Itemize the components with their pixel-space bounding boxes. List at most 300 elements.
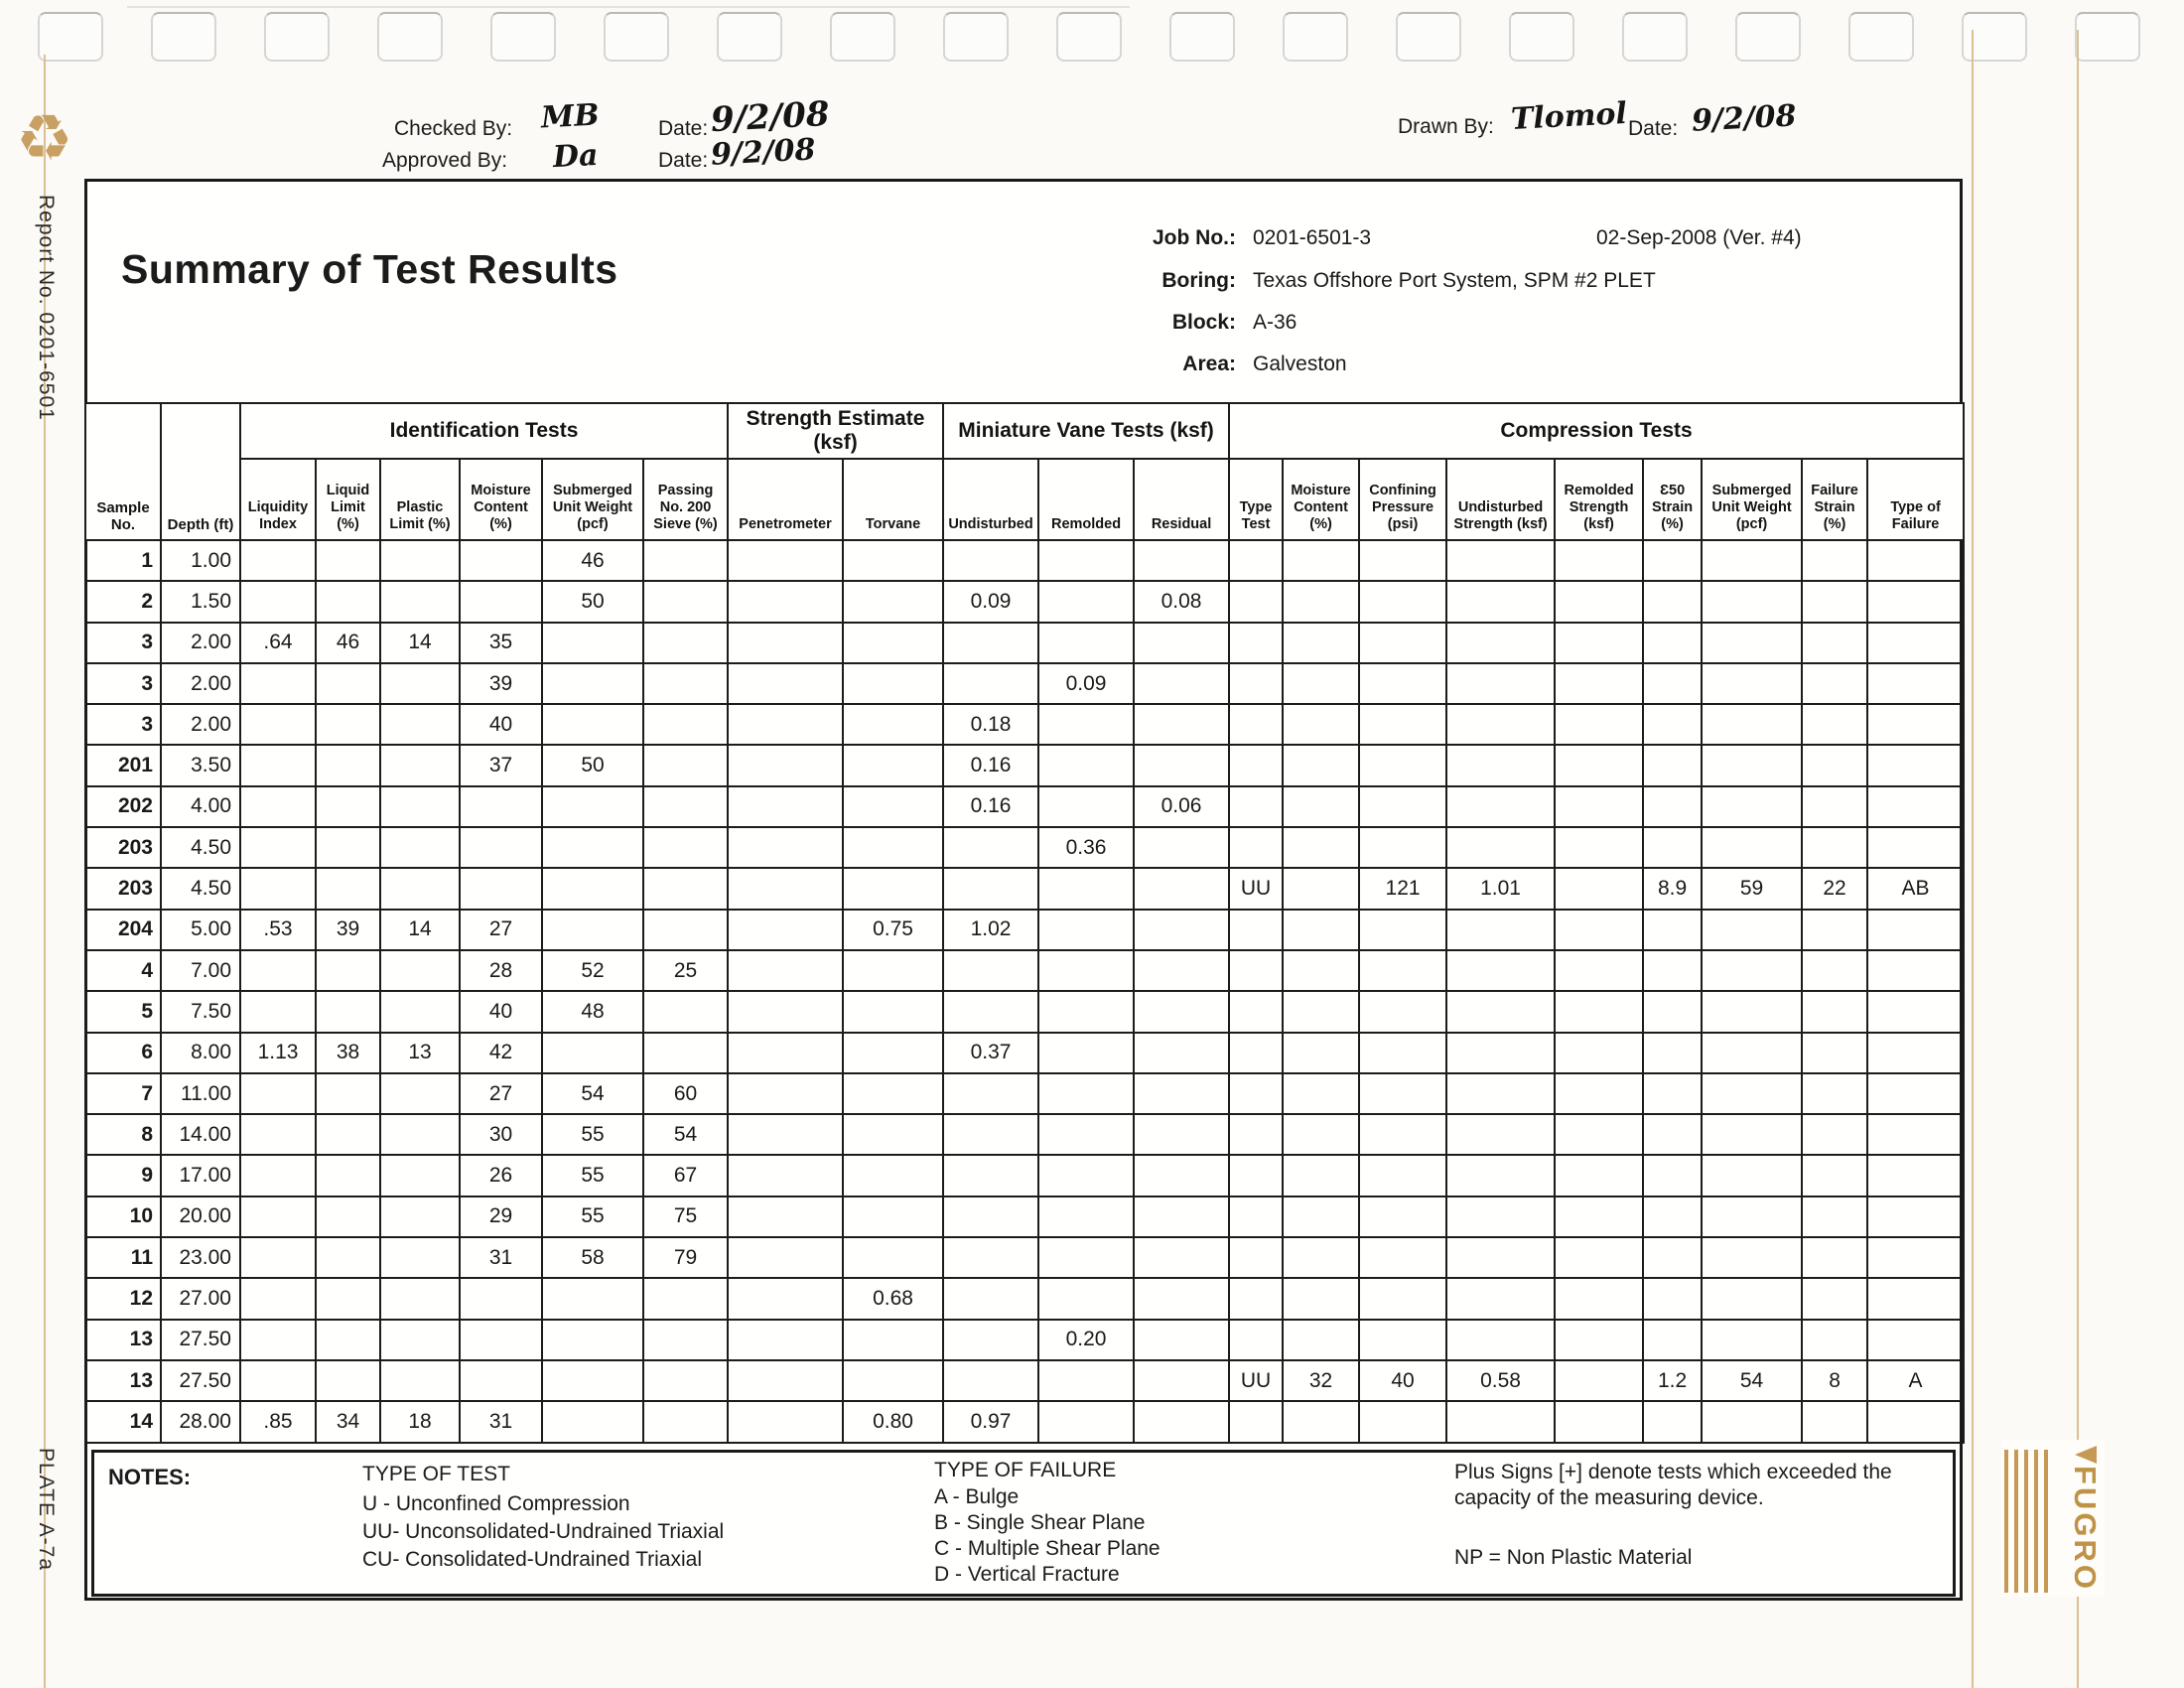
- cell-li: [240, 1278, 316, 1319]
- cell-pen: [728, 1278, 843, 1319]
- cell-crem: [1555, 868, 1643, 909]
- cell-mc: 35: [460, 623, 542, 663]
- cell-ce50: [1643, 910, 1702, 950]
- cell-sample: 6: [85, 1033, 161, 1073]
- cell-vund: 0.09: [943, 581, 1038, 622]
- cell-ce50: [1643, 991, 1702, 1032]
- cell-ll: [316, 991, 380, 1032]
- perforation-hole: [264, 12, 330, 62]
- cell-vrem: 0.36: [1038, 827, 1134, 868]
- cell-depth: 7.00: [161, 950, 240, 991]
- cell-cund: [1446, 991, 1555, 1032]
- cell-csuw: 54: [1702, 1360, 1802, 1401]
- cell-li: [240, 540, 316, 581]
- cell-vrem: [1038, 910, 1134, 950]
- cell-ctype: [1229, 1320, 1283, 1360]
- cell-pl: [380, 991, 460, 1032]
- cell-ctype: [1229, 1033, 1283, 1073]
- cell-ll: [316, 1360, 380, 1401]
- table-row: [85, 1155, 1964, 1196]
- cell-cconf: [1359, 704, 1446, 745]
- cell-ctype: [1229, 1196, 1283, 1237]
- cell-ce50: [1643, 540, 1702, 581]
- cell-cfail: [1867, 786, 1964, 827]
- approved-date-value: 9/2/08: [710, 132, 817, 173]
- col-header-comp-submerged-unit-weight: Submerged Unit Weight (pcf): [1702, 459, 1802, 540]
- cell-p200: 67: [643, 1155, 728, 1196]
- cell-suw: [542, 910, 643, 950]
- cell-cconf: [1359, 910, 1446, 950]
- cell-pen: [728, 1360, 843, 1401]
- plus-note-line1: Plus Signs [+] denote tests which exceeded the: [1454, 1461, 1892, 1483]
- type-of-test-item: CU- Consolidated-Undrained Triaxial: [362, 1548, 702, 1571]
- perforation-hole: [1509, 12, 1574, 62]
- cell-li: [240, 786, 316, 827]
- cell-ce50: [1643, 1155, 1702, 1196]
- cell-cfail: A: [1867, 1360, 1964, 1401]
- fugro-logo-arrow-icon: [2075, 1446, 2097, 1464]
- cell-ce50: 8.9: [1643, 868, 1702, 909]
- cell-cfs: 22: [1802, 868, 1867, 909]
- cell-vres: [1134, 1073, 1229, 1114]
- cell-cmc: [1283, 1073, 1359, 1114]
- cell-cmc: [1283, 1401, 1359, 1442]
- cell-mc: 27: [460, 910, 542, 950]
- cell-sample: 3: [85, 623, 161, 663]
- cell-cfs: [1802, 950, 1867, 991]
- cell-depth: 2.00: [161, 704, 240, 745]
- cell-vrem: [1038, 704, 1134, 745]
- cell-crem: [1555, 704, 1643, 745]
- cell-mc: 42: [460, 1033, 542, 1073]
- cell-ll: [316, 950, 380, 991]
- table-row: [85, 1320, 1964, 1360]
- cell-mc: 30: [460, 1114, 542, 1155]
- cell-cfail: [1867, 1196, 1964, 1237]
- cell-depth: 3.50: [161, 745, 240, 785]
- cell-cund: [1446, 623, 1555, 663]
- cell-cmc: [1283, 1033, 1359, 1073]
- table-row: [85, 1033, 1964, 1073]
- cell-pen: [728, 1320, 843, 1360]
- cell-cfail: [1867, 1237, 1964, 1278]
- cell-pl: [380, 704, 460, 745]
- cell-crem: [1555, 1073, 1643, 1114]
- cell-cund: [1446, 581, 1555, 622]
- type-of-failure-item: A - Bulge: [934, 1485, 1020, 1508]
- cell-suw: [542, 663, 643, 704]
- cell-pl: [380, 663, 460, 704]
- cell-sample: 13: [85, 1360, 161, 1401]
- cell-pen: [728, 1033, 843, 1073]
- cell-cmc: [1283, 704, 1359, 745]
- cell-crem: [1555, 623, 1643, 663]
- cell-ll: [316, 581, 380, 622]
- cell-mc: [460, 581, 542, 622]
- cell-suw: [542, 868, 643, 909]
- cell-pl: [380, 786, 460, 827]
- report-number-side-label: Report No. 0201-6501: [35, 195, 58, 421]
- cell-pl: [380, 1073, 460, 1114]
- cell-vrem: [1038, 1155, 1134, 1196]
- cell-vund: [943, 1155, 1038, 1196]
- cell-li: .85: [240, 1401, 316, 1442]
- cell-suw: [542, 1401, 643, 1442]
- cell-cund: [1446, 663, 1555, 704]
- cell-cfs: [1802, 1196, 1867, 1237]
- cell-cmc: [1283, 1320, 1359, 1360]
- cell-ll: 38: [316, 1033, 380, 1073]
- drawn-date-value: 9/2/08: [1691, 98, 1798, 139]
- cell-cmc: [1283, 623, 1359, 663]
- col-header-vane-undisturbed: Undisturbed: [943, 459, 1038, 540]
- col-header-moisture-content: Moisture Content (%): [460, 459, 542, 540]
- cell-pen: [728, 1196, 843, 1237]
- cell-sample: 4: [85, 950, 161, 991]
- cell-pl: [380, 950, 460, 991]
- cell-vres: [1134, 1155, 1229, 1196]
- cell-suw: 52: [542, 950, 643, 991]
- cell-vrem: [1038, 1196, 1134, 1237]
- col-header-liquid-limit: Liquid Limit (%): [316, 459, 380, 540]
- cell-tor: [843, 1237, 943, 1278]
- cell-mc: 27: [460, 1073, 542, 1114]
- cell-ctype: [1229, 1401, 1283, 1442]
- fugro-logo-stripes: [2004, 1450, 2054, 1593]
- cell-cconf: [1359, 1155, 1446, 1196]
- col-header-penetrometer: Penetrometer: [728, 459, 843, 540]
- drawn-date-label: Date:: [1628, 117, 1679, 140]
- notes-box: [91, 1450, 1956, 1597]
- cell-tor: [843, 540, 943, 581]
- cell-mc: [460, 1320, 542, 1360]
- cell-vund: [943, 1278, 1038, 1319]
- cell-csuw: [1702, 991, 1802, 1032]
- cell-cfail: [1867, 581, 1964, 622]
- cell-ctype: UU: [1229, 1360, 1283, 1401]
- cell-cfail: [1867, 540, 1964, 581]
- cell-cmc: [1283, 1196, 1359, 1237]
- cell-depth: 27.00: [161, 1278, 240, 1319]
- cell-suw: [542, 623, 643, 663]
- cell-ctype: [1229, 827, 1283, 868]
- fugro-logo-text: FUGRO: [2068, 1466, 2103, 1592]
- cell-crem: [1555, 827, 1643, 868]
- cell-cfs: [1802, 745, 1867, 785]
- cell-csuw: [1702, 581, 1802, 622]
- cell-csuw: [1702, 786, 1802, 827]
- cell-pl: 18: [380, 1401, 460, 1442]
- cell-cund: [1446, 1033, 1555, 1073]
- cell-ll: [316, 704, 380, 745]
- table-row: [85, 745, 1964, 785]
- type-of-failure-item: C - Multiple Shear Plane: [934, 1537, 1160, 1560]
- cell-p200: [643, 663, 728, 704]
- cell-pen: [728, 786, 843, 827]
- cell-sample: 7: [85, 1073, 161, 1114]
- cell-ctype: [1229, 1114, 1283, 1155]
- cell-depth: 2.00: [161, 623, 240, 663]
- cell-p200: 79: [643, 1237, 728, 1278]
- cell-cmc: [1283, 540, 1359, 581]
- cell-sample: 201: [85, 745, 161, 785]
- cell-suw: 55: [542, 1114, 643, 1155]
- cell-mc: 40: [460, 991, 542, 1032]
- cell-suw: [542, 827, 643, 868]
- cell-p200: [643, 910, 728, 950]
- perforation-hole: [1735, 12, 1801, 62]
- boring-value: Texas Offshore Port System, SPM #2 PLET: [1253, 269, 1656, 292]
- plate-side-label: PLATE A-7a: [35, 1448, 58, 1572]
- cell-cconf: 121: [1359, 868, 1446, 909]
- cell-vres: [1134, 1196, 1229, 1237]
- cell-cund: [1446, 1320, 1555, 1360]
- cell-cmc: [1283, 991, 1359, 1032]
- cell-pen: [728, 1155, 843, 1196]
- cell-pen: [728, 950, 843, 991]
- cell-depth: 28.00: [161, 1401, 240, 1442]
- cell-ll: [316, 1114, 380, 1155]
- cell-sample: 204: [85, 910, 161, 950]
- cell-p200: [643, 1320, 728, 1360]
- cell-tor: [843, 1114, 943, 1155]
- group-header-identification-tests: Identification Tests: [240, 403, 728, 459]
- cell-pl: [380, 540, 460, 581]
- cell-li: [240, 868, 316, 909]
- np-note: NP = Non Plastic Material: [1454, 1546, 1693, 1569]
- cell-depth: 11.00: [161, 1073, 240, 1114]
- cell-cfail: [1867, 663, 1964, 704]
- cell-csuw: [1702, 950, 1802, 991]
- col-header-torvane: Torvane: [843, 459, 943, 540]
- checked-by-label: Checked By:: [394, 117, 513, 140]
- cell-csuw: [1702, 623, 1802, 663]
- cell-li: [240, 1073, 316, 1114]
- cell-tor: [843, 786, 943, 827]
- cell-csuw: [1702, 1155, 1802, 1196]
- col-header-sample: Sample No.: [85, 403, 161, 540]
- cell-cund: [1446, 1401, 1555, 1442]
- job-no-label: Job No.:: [1153, 226, 1236, 249]
- cell-suw: 46: [542, 540, 643, 581]
- cell-tor: [843, 663, 943, 704]
- cell-vres: [1134, 868, 1229, 909]
- cell-cfs: [1802, 663, 1867, 704]
- cell-li: .53: [240, 910, 316, 950]
- cell-csuw: [1702, 704, 1802, 745]
- cell-vrem: [1038, 540, 1134, 581]
- cell-mc: 37: [460, 745, 542, 785]
- table-row: [85, 540, 1964, 581]
- cell-cund: [1446, 910, 1555, 950]
- cell-suw: [542, 1278, 643, 1319]
- cell-vres: 0.08: [1134, 581, 1229, 622]
- cell-ce50: [1643, 704, 1702, 745]
- cell-cmc: [1283, 1114, 1359, 1155]
- cell-ce50: [1643, 1196, 1702, 1237]
- cell-pen: [728, 1237, 843, 1278]
- cell-vrem: [1038, 1114, 1134, 1155]
- perforation-hole: [2075, 12, 2140, 62]
- cell-vund: 1.02: [943, 910, 1038, 950]
- col-header-type-test: Type Test: [1229, 459, 1283, 540]
- cell-p200: 60: [643, 1073, 728, 1114]
- cell-cund: [1446, 1155, 1555, 1196]
- cell-vres: [1134, 1360, 1229, 1401]
- cell-ll: [316, 745, 380, 785]
- right-margin-line-inner: [1972, 30, 1974, 1688]
- cell-cconf: [1359, 786, 1446, 827]
- cell-sample: 202: [85, 786, 161, 827]
- cell-p200: [643, 786, 728, 827]
- cell-ctype: [1229, 1073, 1283, 1114]
- cell-ce50: 1.2: [1643, 1360, 1702, 1401]
- cell-cfail: [1867, 1320, 1964, 1360]
- cell-suw: 54: [542, 1073, 643, 1114]
- cell-depth: 2.00: [161, 663, 240, 704]
- cell-vrem: [1038, 1237, 1134, 1278]
- cell-cconf: [1359, 663, 1446, 704]
- cell-cfs: [1802, 991, 1867, 1032]
- cell-vund: [943, 623, 1038, 663]
- cell-sample: 1: [85, 540, 161, 581]
- cell-sample: 5: [85, 991, 161, 1032]
- cell-cund: 0.58: [1446, 1360, 1555, 1401]
- cell-cfail: [1867, 745, 1964, 785]
- cell-cfs: [1802, 1033, 1867, 1073]
- perforation-hole: [1622, 12, 1688, 62]
- table-row: [85, 704, 1964, 745]
- cell-vrem: [1038, 991, 1134, 1032]
- cell-mc: 39: [460, 663, 542, 704]
- cell-p200: [643, 540, 728, 581]
- cell-p200: 25: [643, 950, 728, 991]
- cell-cmc: [1283, 868, 1359, 909]
- col-header-e50-strain: Ɛ50 Strain (%): [1643, 459, 1702, 540]
- cell-cund: [1446, 1278, 1555, 1319]
- cell-vund: 0.37: [943, 1033, 1038, 1073]
- cell-pl: [380, 1196, 460, 1237]
- col-header-undisturbed-strength: Undisturbed Strength (ksf): [1446, 459, 1555, 540]
- cell-ll: [316, 827, 380, 868]
- cell-crem: [1555, 1196, 1643, 1237]
- page-title: Summary of Test Results: [121, 246, 618, 292]
- cell-pen: [728, 540, 843, 581]
- cell-vund: [943, 1196, 1038, 1237]
- cell-li: [240, 663, 316, 704]
- cell-cund: [1446, 827, 1555, 868]
- cell-pl: [380, 1278, 460, 1319]
- type-of-failure-item: D - Vertical Fracture: [934, 1563, 1120, 1586]
- cell-li: [240, 827, 316, 868]
- cell-vund: [943, 1320, 1038, 1360]
- cell-sample: 2: [85, 581, 161, 622]
- cell-depth: 4.50: [161, 868, 240, 909]
- cell-mc: 31: [460, 1401, 542, 1442]
- cell-ctype: [1229, 1278, 1283, 1319]
- table-row: [85, 827, 1964, 868]
- cell-ce50: [1643, 786, 1702, 827]
- cell-cund: [1446, 704, 1555, 745]
- cell-ctype: [1229, 910, 1283, 950]
- cell-cfs: [1802, 1401, 1867, 1442]
- cell-ll: 46: [316, 623, 380, 663]
- cell-tor: [843, 745, 943, 785]
- cell-ll: [316, 1237, 380, 1278]
- cell-cmc: [1283, 745, 1359, 785]
- cell-vres: [1134, 623, 1229, 663]
- cell-pl: [380, 827, 460, 868]
- cell-li: [240, 1196, 316, 1237]
- cell-cmc: 32: [1283, 1360, 1359, 1401]
- cell-ce50: [1643, 950, 1702, 991]
- cell-mc: [460, 1278, 542, 1319]
- cell-cconf: [1359, 540, 1446, 581]
- checked-date-label: Date:: [658, 117, 709, 140]
- cell-tor: [843, 704, 943, 745]
- cell-csuw: [1702, 745, 1802, 785]
- cell-vrem: [1038, 868, 1134, 909]
- cell-vrem: [1038, 950, 1134, 991]
- cell-vund: [943, 1114, 1038, 1155]
- cell-crem: [1555, 786, 1643, 827]
- perforation-hole: [377, 12, 443, 62]
- cell-mc: [460, 540, 542, 581]
- cell-ctype: [1229, 704, 1283, 745]
- cell-pen: [728, 745, 843, 785]
- cell-cfail: [1867, 991, 1964, 1032]
- cell-vres: [1134, 745, 1229, 785]
- cell-crem: [1555, 540, 1643, 581]
- cell-pen: [728, 868, 843, 909]
- scan-top-line: [127, 6, 1130, 8]
- cell-tor: [843, 1155, 943, 1196]
- cell-mc: [460, 1360, 542, 1401]
- cell-mc: [460, 827, 542, 868]
- cell-crem: [1555, 1360, 1643, 1401]
- cell-crem: [1555, 950, 1643, 991]
- cell-vres: [1134, 1033, 1229, 1073]
- table-row: [85, 581, 1964, 622]
- cell-vres: [1134, 910, 1229, 950]
- cell-cfs: [1802, 786, 1867, 827]
- cell-depth: 14.00: [161, 1114, 240, 1155]
- boring-label: Boring:: [1161, 269, 1236, 292]
- block-value: A-36: [1253, 311, 1297, 334]
- cell-p200: [643, 827, 728, 868]
- cell-p200: [643, 623, 728, 663]
- cell-csuw: [1702, 1033, 1802, 1073]
- cell-depth: 27.50: [161, 1360, 240, 1401]
- cell-ctype: [1229, 786, 1283, 827]
- col-header-vane-remolded: Remolded: [1038, 459, 1134, 540]
- cell-vres: [1134, 991, 1229, 1032]
- col-header-vane-residual: Residual: [1134, 459, 1229, 540]
- cell-cfail: [1867, 1073, 1964, 1114]
- cell-vres: [1134, 540, 1229, 581]
- table-row: [85, 1073, 1964, 1114]
- cell-ce50: [1643, 623, 1702, 663]
- cell-suw: 50: [542, 581, 643, 622]
- cell-cconf: [1359, 1401, 1446, 1442]
- cell-vund: [943, 1237, 1038, 1278]
- cell-crem: [1555, 991, 1643, 1032]
- cell-cund: [1446, 1114, 1555, 1155]
- cell-cund: [1446, 1073, 1555, 1114]
- cell-depth: 4.50: [161, 827, 240, 868]
- cell-cconf: [1359, 1114, 1446, 1155]
- perforation-hole: [38, 12, 103, 62]
